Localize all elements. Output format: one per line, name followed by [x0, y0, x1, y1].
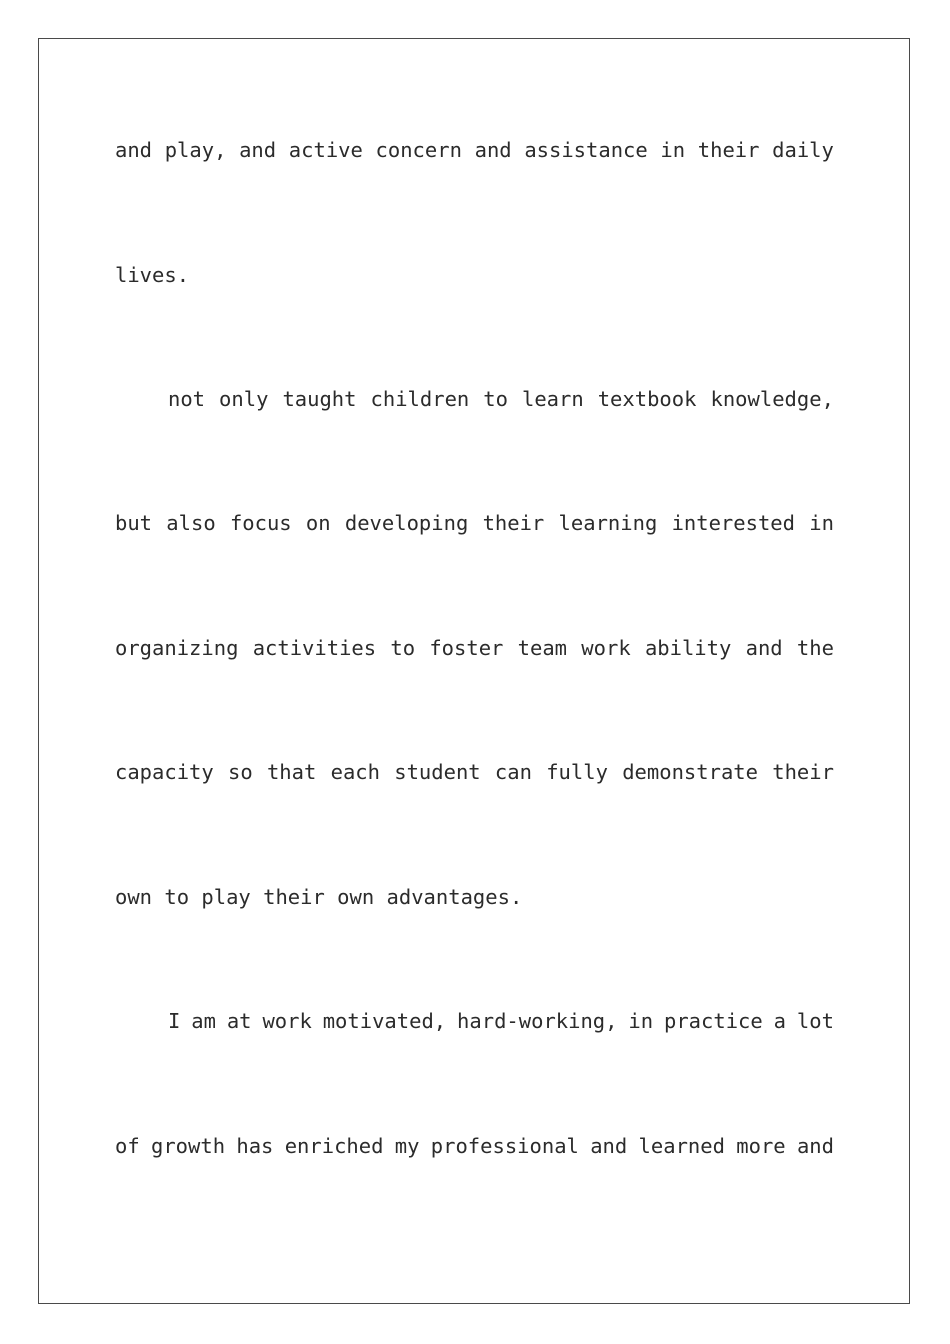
word: more	[736, 1134, 786, 1158]
word: in	[660, 138, 686, 162]
word: children	[370, 387, 470, 411]
word: in	[628, 1009, 654, 1033]
word: play,	[164, 138, 227, 162]
word: their	[772, 760, 834, 784]
word: and	[590, 1134, 628, 1158]
word: and	[474, 138, 512, 162]
word: has	[236, 1134, 274, 1158]
word: to	[483, 387, 508, 411]
word: organizing	[115, 636, 239, 660]
word: not	[168, 387, 206, 411]
word: hard-working,	[457, 1009, 618, 1033]
word: but	[115, 511, 153, 535]
word: focus	[229, 511, 292, 535]
word: activities	[252, 636, 377, 660]
word: foster	[429, 636, 504, 660]
word: enriched	[284, 1134, 384, 1158]
word: each	[330, 760, 380, 784]
word: and	[239, 138, 277, 162]
word: growth	[151, 1134, 226, 1158]
word: learn	[521, 387, 584, 411]
word: active	[288, 138, 363, 162]
word: to	[390, 636, 416, 660]
word: the	[796, 636, 834, 660]
word: at	[226, 1009, 252, 1033]
word: can	[494, 760, 532, 784]
word: professional	[430, 1134, 579, 1158]
word: interested	[671, 511, 795, 535]
text-line-8	[168, 1008, 834, 1034]
word: lot	[796, 1009, 834, 1033]
word: in	[809, 511, 834, 535]
word: work	[581, 636, 631, 660]
text-line-9	[115, 1133, 834, 1159]
word: developing	[344, 511, 469, 535]
word: textbook	[597, 387, 697, 411]
word: daily	[772, 138, 834, 162]
word: and	[796, 1134, 834, 1158]
text-line-3	[168, 386, 834, 412]
word: taught	[282, 387, 357, 411]
word: practice	[664, 1009, 763, 1033]
text-line-7: own to play their own advantages.	[115, 885, 523, 909]
word: a	[773, 1009, 786, 1033]
word: their	[697, 138, 760, 162]
word: on	[305, 511, 331, 535]
word: I	[168, 1009, 181, 1033]
word: learned	[638, 1134, 725, 1158]
text-line-4	[115, 510, 834, 536]
word: motivated,	[322, 1009, 447, 1033]
text-line-1	[115, 137, 834, 163]
word: only	[219, 387, 269, 411]
word: that	[266, 760, 317, 784]
word: so	[228, 760, 253, 784]
word: capacity	[115, 760, 214, 784]
word: and	[115, 138, 153, 162]
text-line-2: lives.	[115, 263, 190, 287]
word: also	[166, 511, 216, 535]
word: fully	[546, 760, 608, 784]
text-line-6	[115, 759, 834, 785]
word: assistance	[524, 138, 648, 162]
word: and	[745, 636, 783, 660]
word: of	[115, 1134, 140, 1158]
word: demonstrate	[622, 760, 758, 784]
word: am	[191, 1009, 216, 1033]
text-line-5	[115, 635, 834, 661]
word: my	[394, 1134, 420, 1158]
word: concern	[375, 138, 462, 162]
page-border	[38, 38, 910, 1304]
word: student	[394, 760, 481, 784]
word: work	[262, 1009, 312, 1033]
word: ability	[644, 636, 732, 660]
word: team	[517, 636, 568, 660]
word: learning	[558, 511, 658, 535]
word: knowledge,	[710, 387, 834, 411]
word: their	[482, 511, 545, 535]
